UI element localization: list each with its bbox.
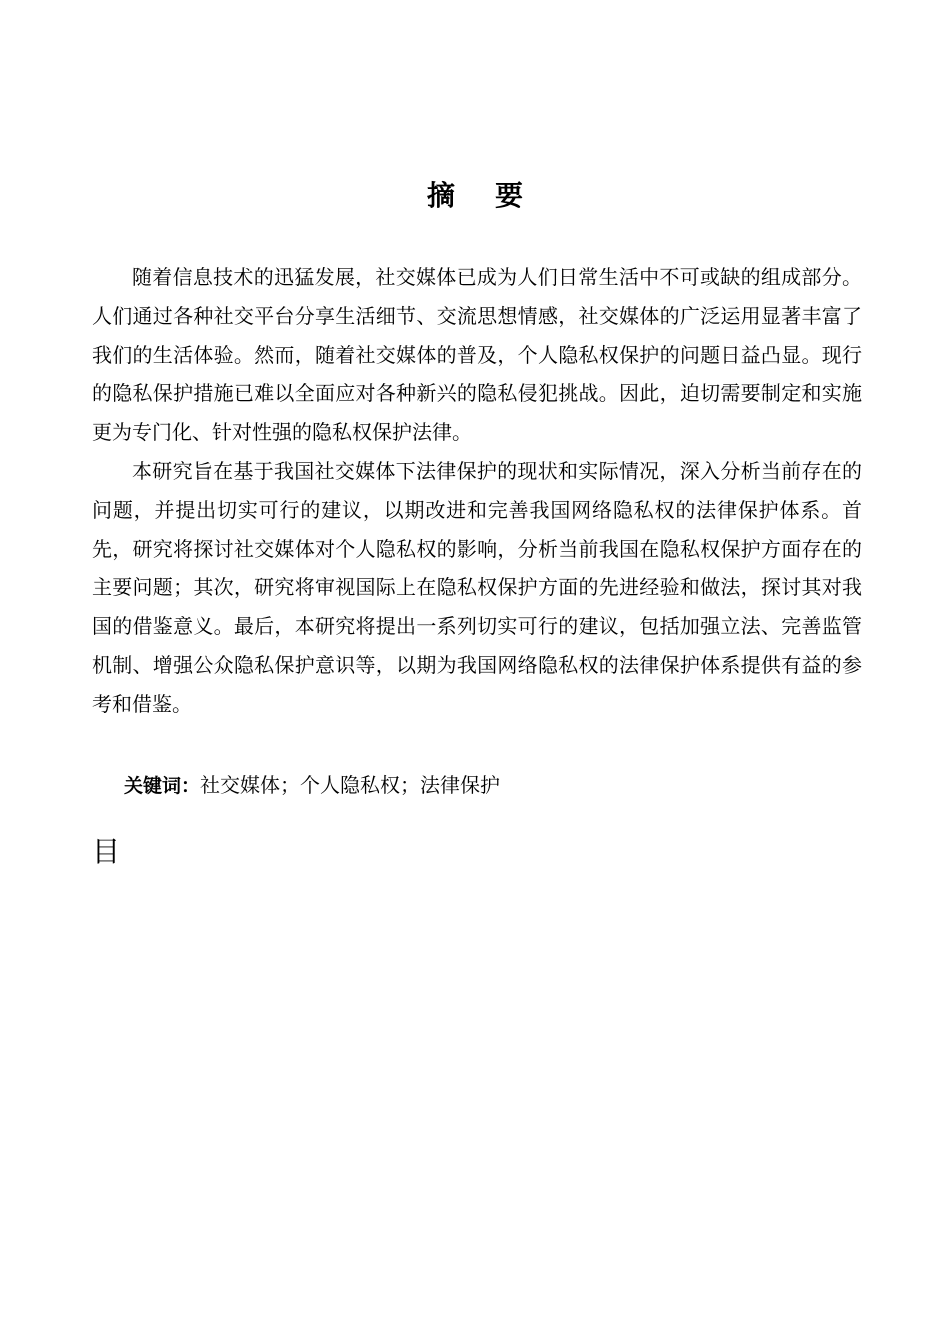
keywords-line xyxy=(124,766,500,805)
toc-heading: 目 xyxy=(92,835,121,868)
keywords-label: 关键词： xyxy=(124,775,201,797)
abstract-body xyxy=(92,258,862,724)
abstract-paragraph-2: 本研究旨在基于我国社交媒体下法律保护的现状和实际情况，深入分析当前存在的问题，并提出切实可行的建议，以期改进和完善我国网络隐私权的法律保护体系。首先，研究将探讨社交媒体对个人隐私权的影响，分析当前我国在隐私权保护方面存在的主要问题；其次，研究将审视国际上在隐私权保护方面的先进经验和做法，探讨其对我国的借鉴意义。最后，本研究将提出一系列切实可行的建议，包括加强立法、完善监管机制、增强公众隐私保护意识等，以期为我国网络隐私权的法律保护体系提供有益的参考和借鉴。 xyxy=(92,458,862,716)
abstract-title-char-1: 摘 xyxy=(426,179,455,212)
abstract-title xyxy=(0,176,950,216)
abstract-paragraph-1: 随着信息技术的迅猛发展，社交媒体已成为人们日常生活中不可或缺的组成部分。人们通过各种社交平台分享生活细节、交流思想情感，社交媒体的广泛运用显著丰富了我们的生活体验。然而，随着社交媒体的普及，个人隐私权保护的问题日益凸显。现行的隐私保护措施已难以全面应对各种新兴的隐私侵犯挑战。因此，迫切需要制定和实施更为专门化、针对性强的隐私权保护法律。 xyxy=(92,265,862,445)
abstract-title-char-2: 要 xyxy=(495,179,524,212)
keywords-value: 社交媒体；个人隐私权；法律保护 xyxy=(200,773,501,797)
